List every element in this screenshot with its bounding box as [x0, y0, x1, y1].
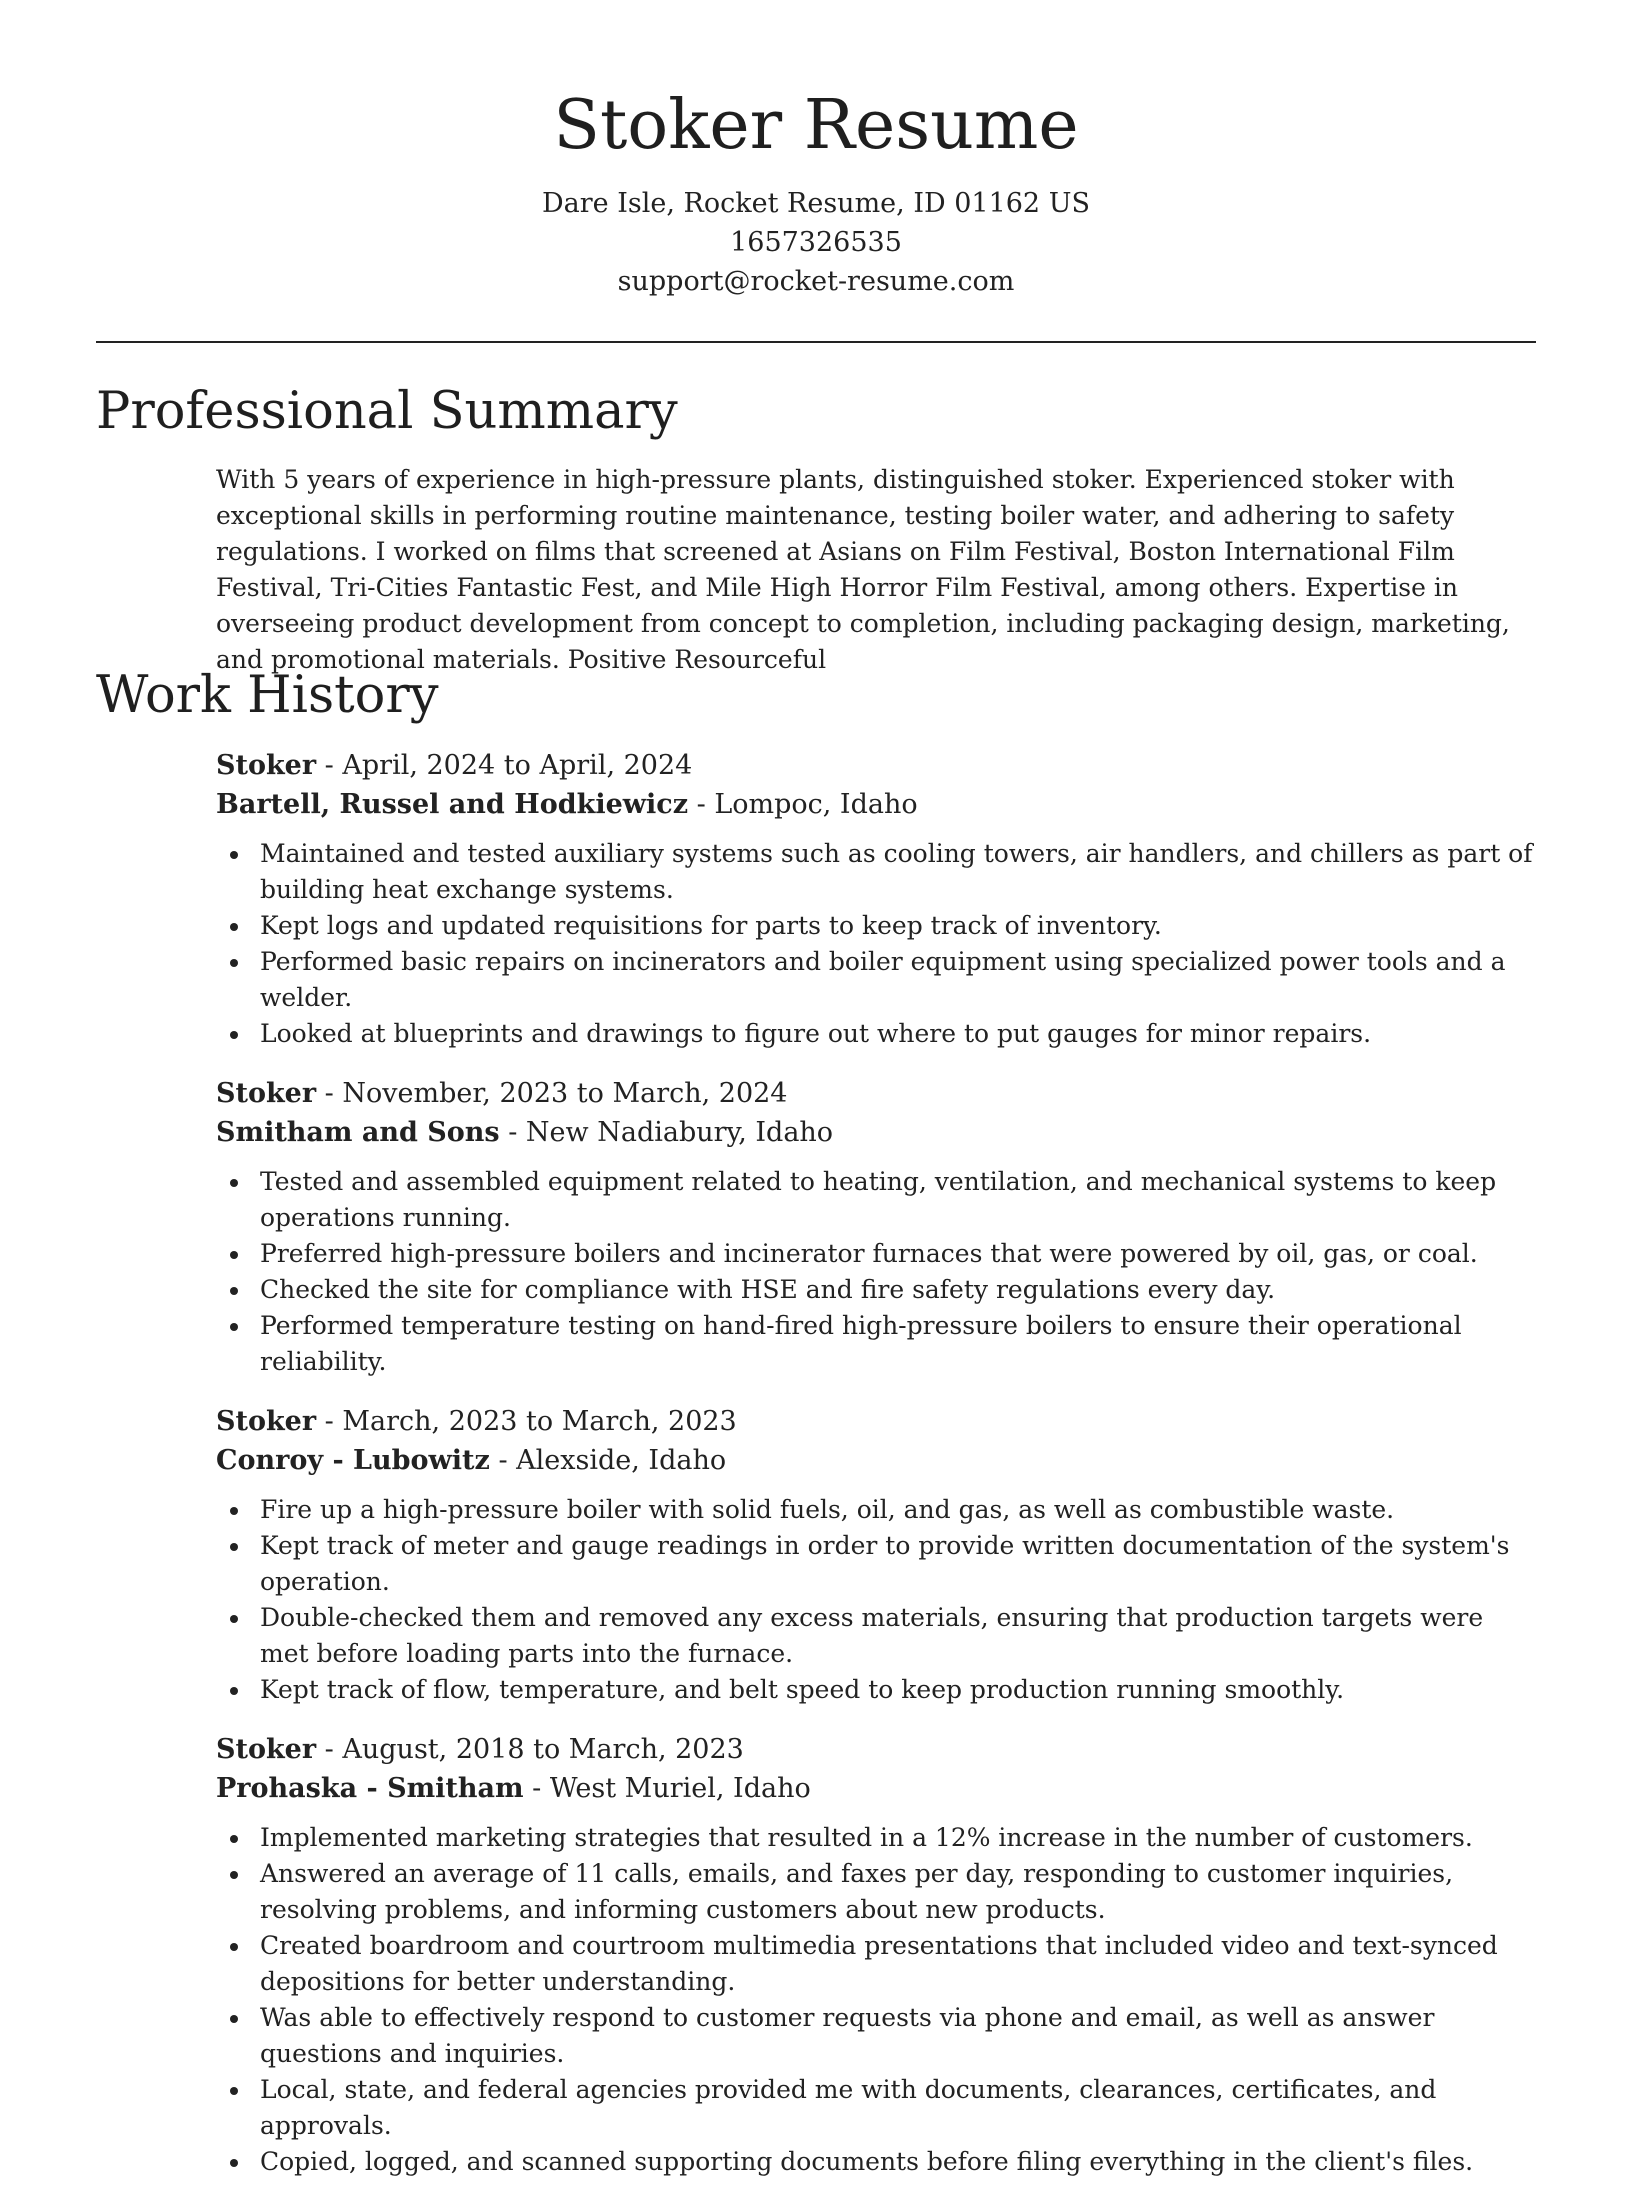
job-dates: - August, 2018 to March, 2023 — [316, 1734, 744, 1765]
job-dates: - March, 2023 to March, 2023 — [316, 1406, 737, 1437]
job-employer-line — [216, 785, 1536, 824]
job-bullets — [216, 1492, 1536, 1708]
job-employer-line — [216, 1441, 1536, 1480]
job-employer: Prohaska - Smitham — [216, 1773, 524, 1804]
job-title-line — [216, 1730, 1536, 1769]
resume-header — [0, 0, 1632, 301]
job-location: - Lompoc, Idaho — [688, 789, 918, 820]
job-title-line — [216, 746, 1536, 785]
job-employer: Smitham and Sons — [216, 1117, 500, 1148]
job-dates: - April, 2024 to April, 2024 — [316, 750, 693, 781]
list-item: Preferred high-pressure boilers and incinerator furnaces that were powered by oil, gas, or coal. — [260, 1236, 1536, 1272]
list-item: Double-checked them and removed any excess materials, ensuring that production targets were met before loading parts into the furnace. — [260, 1600, 1536, 1672]
job-title: Stoker — [216, 750, 317, 781]
job-title: Stoker — [216, 1078, 317, 1109]
job-location: - Alexside, Idaho — [489, 1445, 727, 1476]
list-item: Performed basic repairs on incinerators and boiler equipment using specialized power tools and a welder. — [260, 944, 1536, 1016]
list-item: Fire up a high-pressure boiler with solid fuels, oil, and gas, as well as combustible waste. — [260, 1492, 1536, 1528]
list-item: Maintained and tested auxiliary systems such as cooling towers, air handlers, and chillers as part of building heat exchange systems. — [260, 836, 1536, 908]
job-entry — [216, 1730, 1536, 2180]
job-employer: Bartell, Russel and Hodkiewicz — [216, 789, 689, 820]
resume-title: Stoker Resume — [553, 86, 1079, 165]
list-item: Implemented marketing strategies that resulted in a 12% increase in the number of customers. — [260, 1820, 1536, 1856]
list-item: Checked the site for compliance with HSE and fire safety regulations every day. — [260, 1272, 1536, 1308]
job-bullets — [216, 1164, 1536, 1380]
list-item: Looked at blueprints and drawings to figure out where to put gauges for minor repairs. — [260, 1016, 1536, 1052]
job-employer-line — [216, 1769, 1536, 1808]
contact-phone: 1657326535 — [730, 227, 902, 258]
list-item: Kept track of flow, temperature, and belt speed to keep production running smoothly. — [260, 1672, 1536, 1708]
job-title: Stoker — [216, 1406, 317, 1437]
job-employer-line — [216, 1113, 1536, 1152]
list-item: Performed temperature testing on hand-fired high-pressure boilers to ensure their operational reliability. — [260, 1308, 1536, 1380]
job-employer: Conroy - Lubowitz — [216, 1445, 490, 1476]
job-dates: - November, 2023 to March, 2024 — [316, 1078, 788, 1109]
list-item: Created boardroom and courtroom multimedia presentations that included video and text-synced depositions for better understanding. — [260, 1928, 1536, 2000]
job-title-line — [216, 1402, 1536, 1441]
job-bullets — [216, 836, 1536, 1052]
job-title-line — [216, 1074, 1536, 1113]
list-item: Kept logs and updated requisitions for parts to keep track of inventory. — [260, 908, 1536, 944]
header-divider — [96, 341, 1536, 343]
contact-info — [0, 184, 1632, 301]
work-history-list — [216, 746, 1536, 2202]
job-bullets — [216, 1820, 1536, 2180]
work-history-heading: Work History — [96, 666, 439, 725]
job-location: - New Nadiabury, Idaho — [499, 1117, 834, 1148]
list-item: Answered an average of 11 calls, emails, and faxes per day, responding to customer inquiries, resolving problems, and informing customers about new products. — [260, 1856, 1536, 1928]
list-item: Tested and assembled equipment related to heating, ventilation, and mechanical systems to keep operations running. — [260, 1164, 1536, 1236]
job-entry — [216, 746, 1536, 1052]
contact-address: Dare Isle, Rocket Resume, ID 01162 US — [542, 188, 1090, 219]
job-location: - West Muriel, Idaho — [523, 1773, 811, 1804]
job-title: Stoker — [216, 1734, 317, 1765]
list-item: Was able to effectively respond to customer requests via phone and email, as well as answer questions and inquiries. — [260, 2000, 1536, 2072]
job-entry — [216, 1074, 1536, 1380]
summary-heading: Professional Summary — [96, 382, 678, 441]
summary-text: With 5 years of experience in high-pressure plants, distinguished stoker. Experienced stoker with exceptional skills in performing routine maintenance, testing boiler water, and adhering to safety regulations. I worked on films that screened at Asians on Film Festival, Boston International Film Festival, Tri-Cities Fantastic Fest, and Mile High Horror Film Festival, among others. Expertise in overseeing product development from concept to completion, including packaging design, marketing, and promotional materials. Positive Resourceful — [216, 465, 1510, 674]
job-entry — [216, 1402, 1536, 1708]
contact-email: support@rocket-resume.com — [617, 266, 1015, 297]
list-item: Kept track of meter and gauge readings in order to provide written documentation of the system's operation. — [260, 1528, 1536, 1600]
list-item: Local, state, and federal agencies provided me with documents, clearances, certificates, and approvals. — [260, 2072, 1536, 2144]
list-item: Copied, logged, and scanned supporting documents before filing everything in the client's files. — [260, 2144, 1536, 2180]
